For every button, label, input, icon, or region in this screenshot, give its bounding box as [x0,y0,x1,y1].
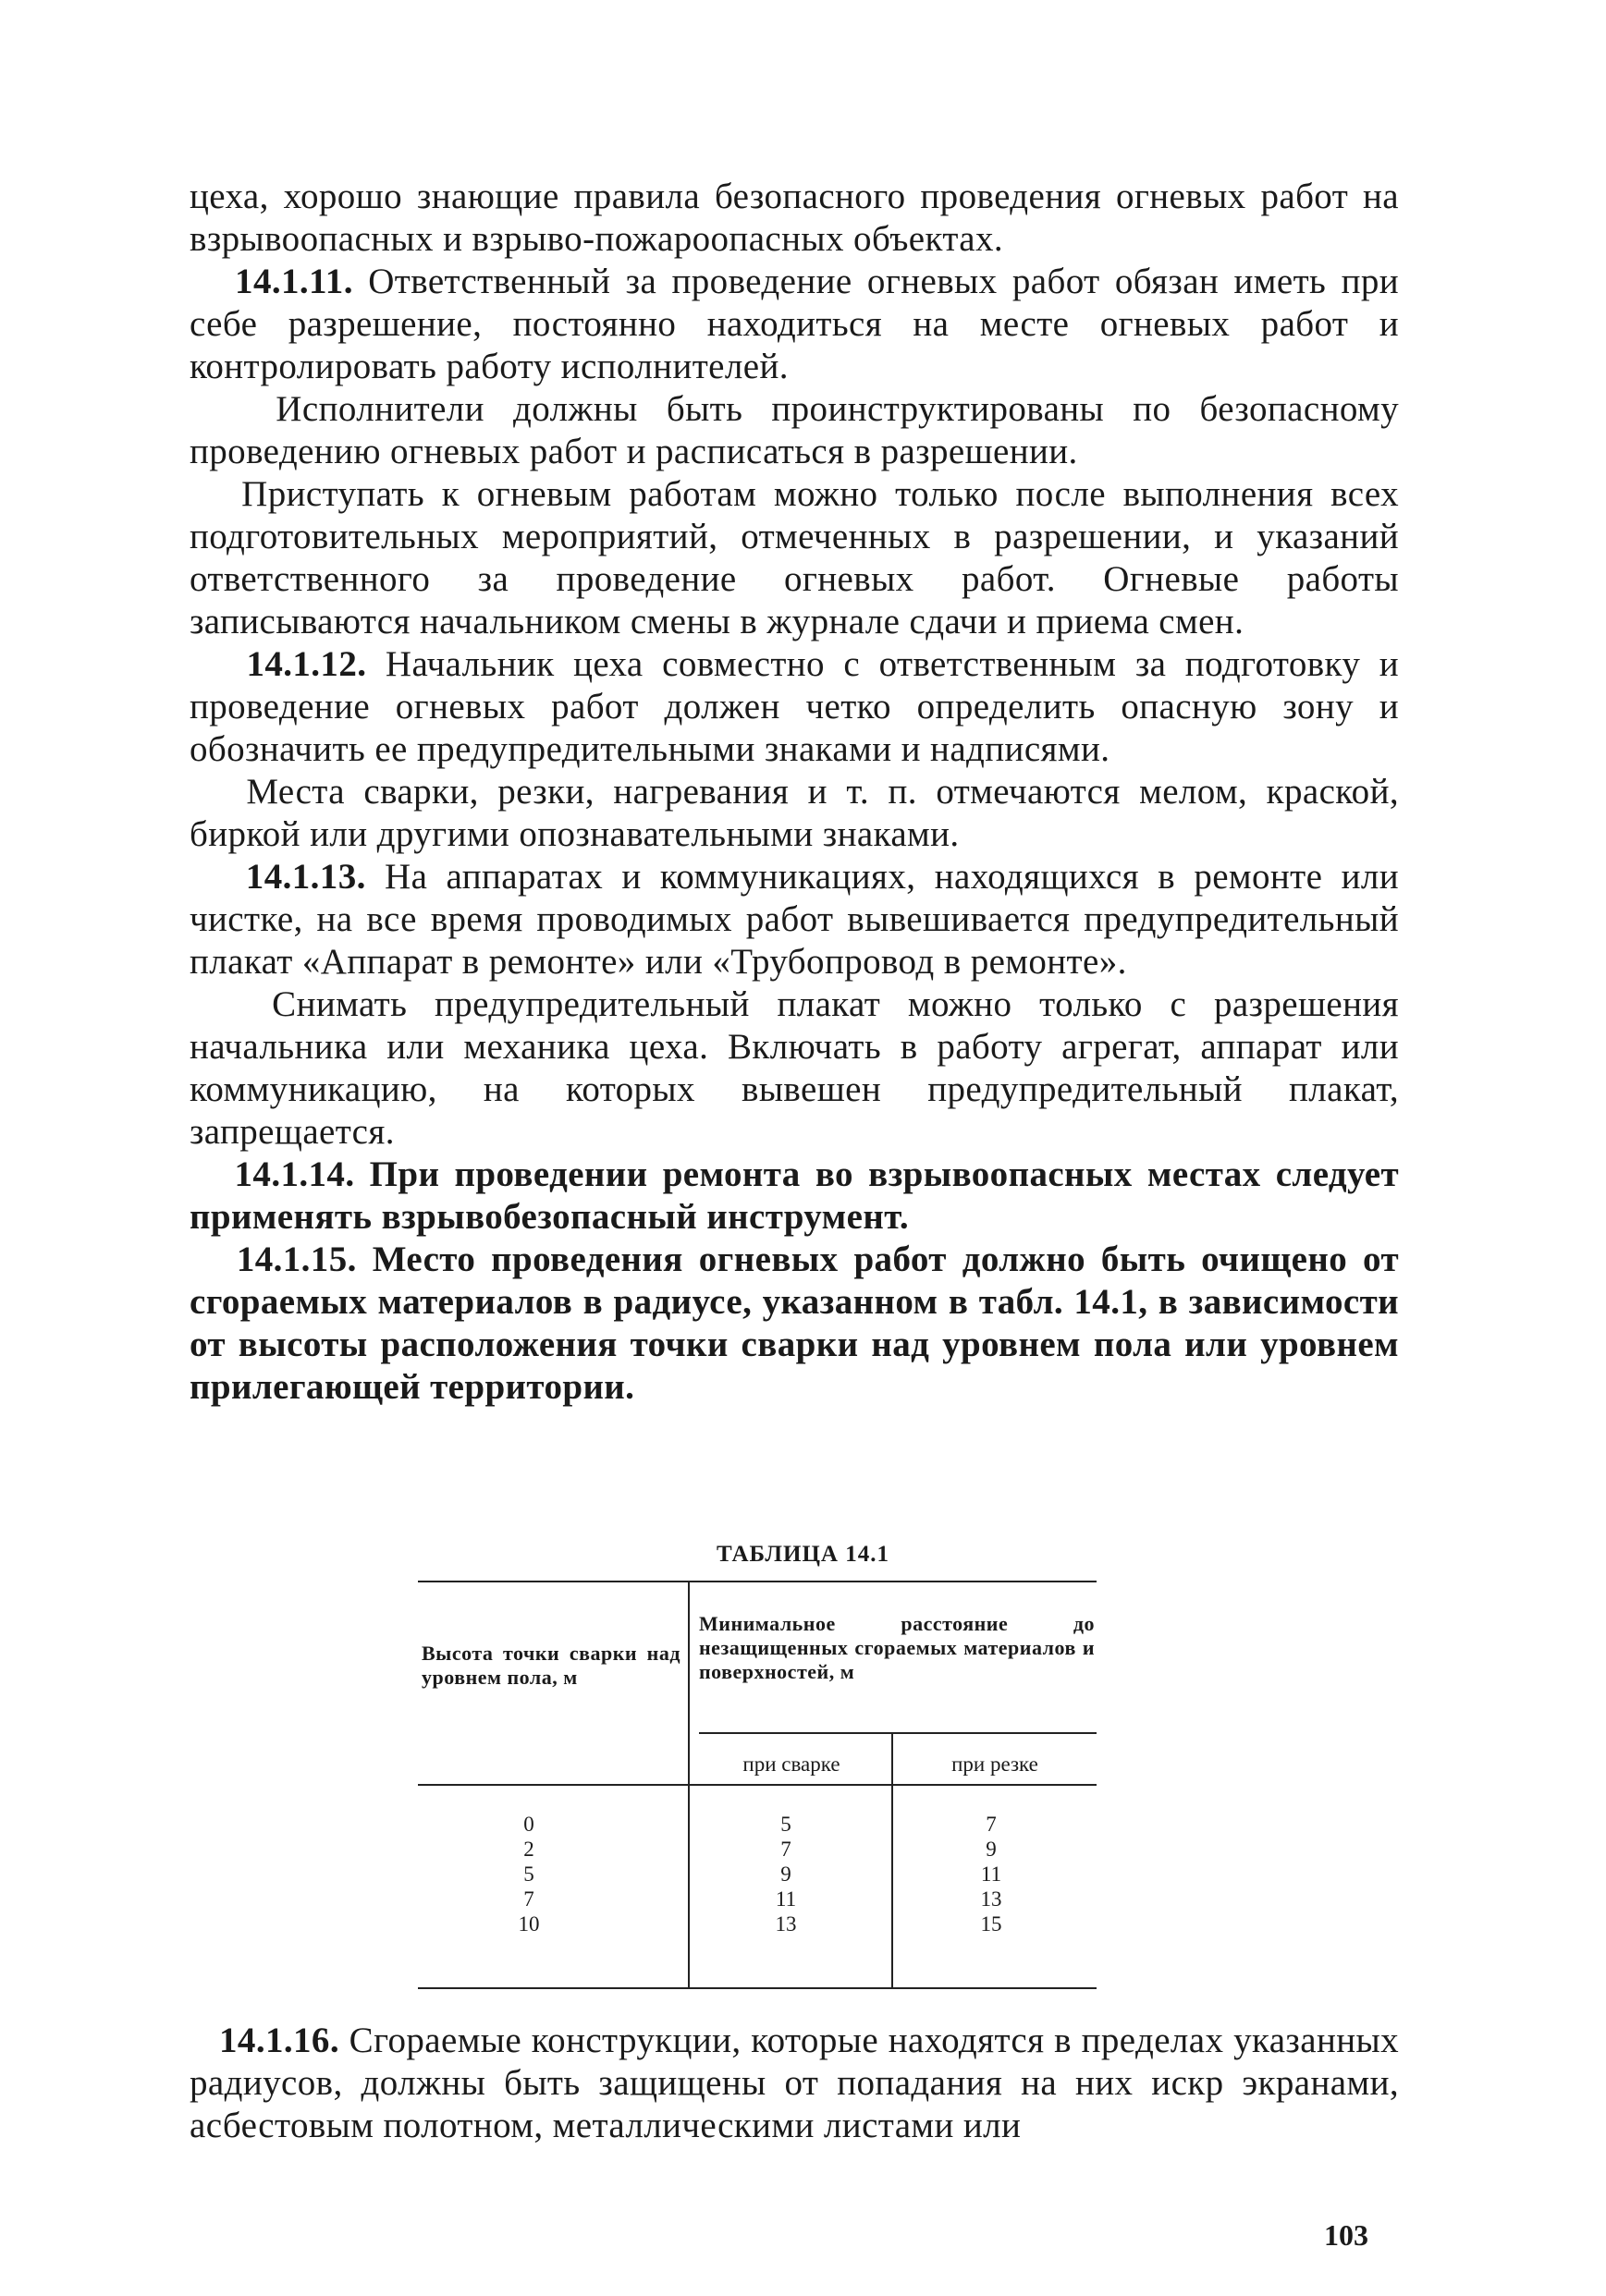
paragraph [190,261,1399,388]
clause-number: 14.1.16. [219,2021,339,2060]
table-cell: 9 [986,1838,997,1861]
clause-text: Место проведения огневых работ должно быть очищено от сгораемых материалов в радиусе, указанном в табл. 14.1, в зависимости от высоты расположения точки сварки над уровнем пола или уровнем прилегающей территории. [190,1240,1400,1407]
clause-text: Ответственный за проведение огневых работ обязан иметь при себе разрешение, постоянно находиться на месте огневых работ и контролировать работу исполнителей. [190,262,1400,386]
table-cell: 9 [780,1862,791,1886]
clause-number: 14.1.14. [234,1154,355,1194]
column-header-height: Высота точки сварки над уровнем пола, м [422,1642,680,1689]
clause-number: 14.1.15. [236,1240,357,1279]
paragraph [190,771,1399,856]
paragraph-text: Исполнители должны быть проинструктированы по безопасному проведению огневых работ и расписаться в разрешении. [190,389,1400,471]
table-cell: 10 [518,1912,540,1936]
table-cell: 11 [775,1887,797,1911]
table-cell: 0 [523,1813,534,1836]
clause-text: При проведении ремонта во взрывоопасных местах следует применять взрывобезопасный инструмент. [190,1154,1400,1237]
table-cell: 7 [523,1887,534,1911]
paragraph [190,983,1399,1154]
column-header-distance: Минимальное расстояние до незащищенных сгораемых материалов и поверхностей, м [699,1612,1095,1683]
column-weld [749,1812,823,1936]
clause-text: Начальник цеха совместно с ответственным за подготовку и проведение огневых работ должен четко определить опасную зону и обозначить ее предупредительными знаками и надписями. [190,644,1399,769]
paragraph: цеха, хорошо знающие правила безопасного проведения огневых работ на взрывоопасных и взрыво-пожароопасных объектах. [190,177,1399,259]
clause-text: На аппаратах и коммуникациях, находящихся в ремонте или чистке, на все время проводимых работ вывешивается предупредительный плакат «Аппарат в ремонте» или «Трубопровод в ремонте». [190,857,1400,982]
table-cell: 7 [986,1813,997,1836]
paragraph [190,1154,1399,1239]
continuation-text [190,2020,1399,2147]
paragraph [190,2020,1399,2147]
clause-text: Сгораемые конструкции, которые находятся в пределах указанных радиусов, должны быть защищены от попадания на них искр экранами, асбестовым полотном, металлическими листами или [190,2021,1399,2145]
subheader-cut: при резке [951,1753,1038,1776]
table [418,1579,1097,1990]
subheader-weld: при сварке [742,1753,840,1776]
column-heights [492,1812,566,1936]
table-cell: 5 [523,1862,534,1886]
paragraph [190,388,1399,473]
page-number: 103 [1324,2218,1368,2252]
body-text [190,176,1399,1409]
paragraph [190,856,1399,983]
table-bottom-rule [418,1987,1097,1989]
table-cell: 13 [980,1887,1002,1911]
paragraph [190,1239,1399,1409]
clause-number: 14.1.12. [246,644,367,684]
clause-number: 14.1.13. [245,857,366,897]
table-cell: 13 [775,1912,797,1936]
paragraph-text: Приступать к огневым работам можно только после выполнения всех подготовительных мероприятий, отмеченных в разрешении, и указаний ответственного за проведение огневых работ. Огневые работы записываются начальником смены в журнале сдачи и приема смен. [190,474,1399,641]
subheader-rule [699,1732,1097,1734]
table-cell: 7 [780,1838,791,1861]
paragraph-text: Места сварки, резки, нагревания и т. п. отмечаются мелом, краской, биркой или другими опознавательными знаками. [190,772,1399,854]
table-cell: 11 [980,1862,1002,1886]
table-cell: 2 [523,1838,534,1861]
table-divider [891,1732,893,1987]
paragraph-text: Снимать предупредительный плакат можно только с разрешения начальника или механика цеха. Включать в работу агрегат, аппарат или коммуникацию, на которых вывешен предупредительный плакат, запрещается. [190,984,1399,1152]
table-cell: 5 [780,1813,791,1836]
header-bottom-rule [418,1784,1097,1786]
table-top-rule [418,1581,1097,1582]
column-cut [954,1812,1028,1936]
table-cell: 15 [980,1912,1002,1936]
paragraph [190,643,1399,771]
clause-number: 14.1.11. [235,262,353,301]
paragraph [190,473,1399,643]
table-caption: ТАБЛИЦА 14.1 [717,1542,889,1567]
